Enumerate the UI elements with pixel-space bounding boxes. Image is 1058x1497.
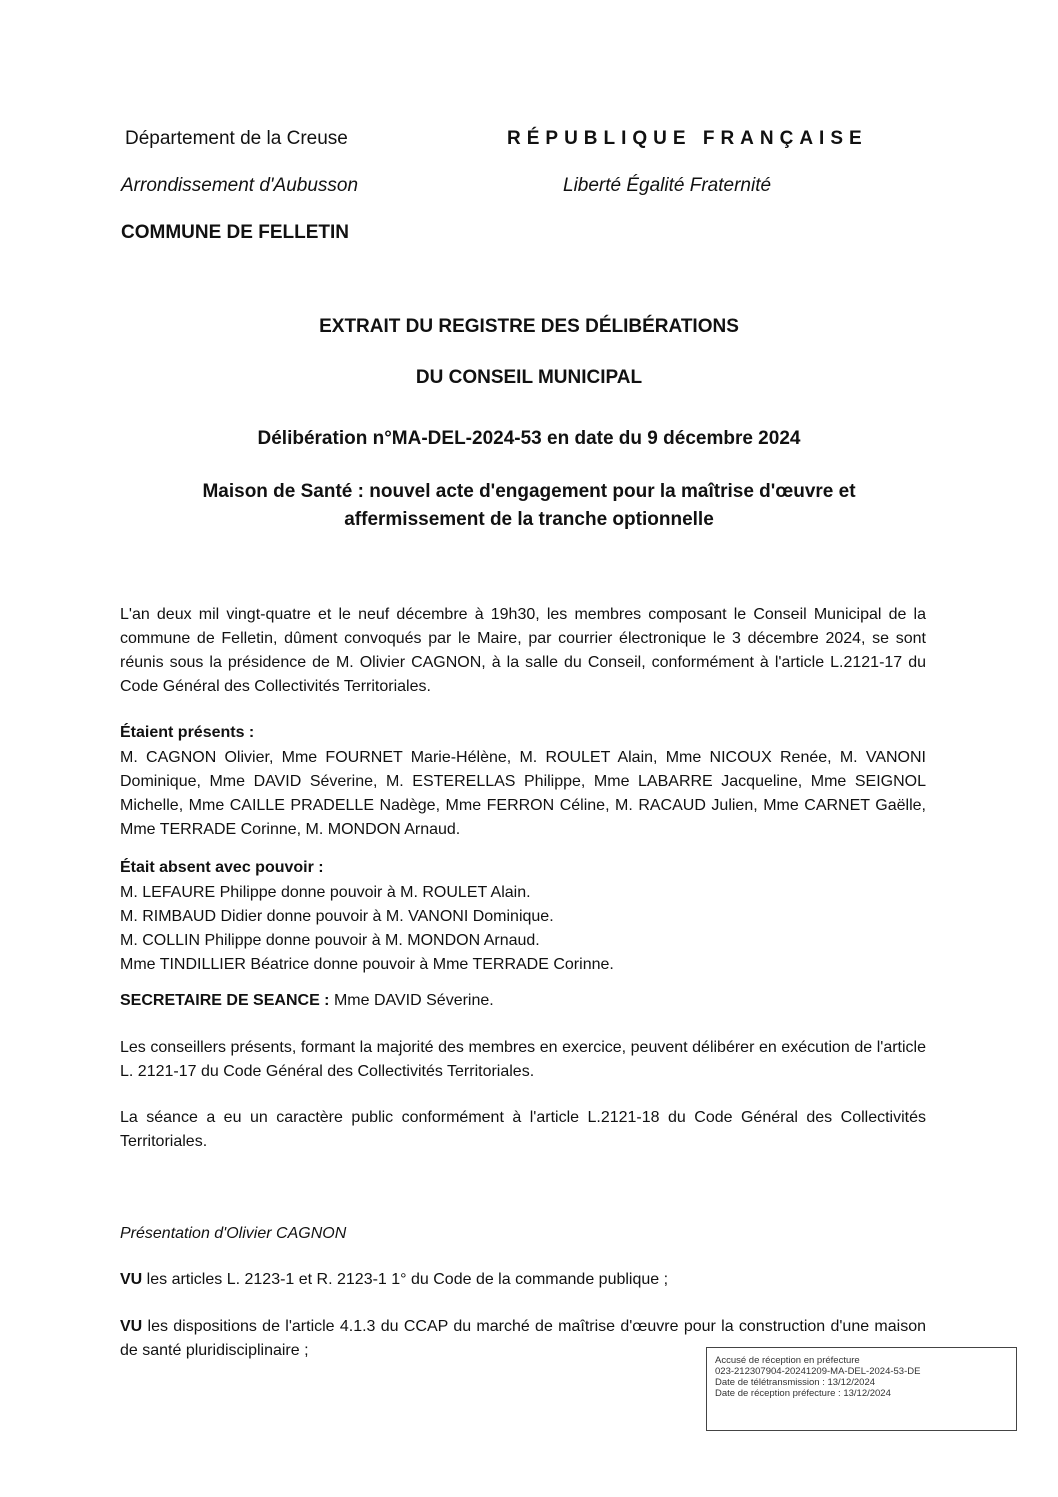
vu-label: VU [120, 1271, 143, 1288]
absent-list [120, 881, 926, 977]
subject-line-1: Maison de Santé : nouvel acte d'engagement pour la maîtrise d'œuvre et [202, 481, 856, 502]
stamp-line: Date de télétransmission : 13/12/2024 [715, 1377, 876, 1388]
vu-paragraph-1 [120, 1268, 926, 1292]
stamp-line: 023-212307904-20241209-MA-DEL-2024-53-DE [715, 1366, 921, 1377]
secretary-label: SECRETAIRE DE SEANCE : [120, 992, 330, 1009]
vu-text: les articles L. 2123-1 et R. 2123-1 1° du Code de la commande publique ; [142, 1271, 669, 1288]
present-list: M. CAGNON Olivier, Mme FOURNET Marie-Hélène, M. ROULET Alain, Mme NICOUX Renée, M. VANONI Dominique, Mme DAVID Séverine, M. ESTERELLAS Philippe, Mme LABARRE Jacqueline, Mme SEIGNOL Michelle, Mme CAILLE PRADELLE Nadège, Mme FERRON Céline, M. RACAUD Julien, Mme CARNET Gaëlle, Mme TERRADE Corinne, M. MONDON Arnaud. [120, 749, 926, 838]
absent-item: Mme TINDILLIER Béatrice donne pouvoir à Mme TERRADE Corinne. [120, 956, 614, 973]
absent-item: M. LEFAURE Philippe donne pouvoir à M. ROULET Alain. [120, 884, 531, 901]
absent-item: M. RIMBAUD Didier donne pouvoir à M. VANONI Dominique. [120, 908, 554, 925]
stamp-line: Accusé de réception en préfecture [715, 1355, 860, 1366]
prefecture-receipt-stamp [706, 1347, 1017, 1431]
deliberation-number: Délibération n°MA-DEL-2024-53 en date du 9 décembre 2024 [257, 428, 801, 449]
council-title: DU CONSEIL MUNICIPAL [415, 367, 643, 388]
present-heading: Étaient présents : [120, 724, 255, 741]
absent-heading: Était absent avec pouvoir : [120, 859, 324, 876]
secretary-line [120, 989, 926, 1013]
republic-label: RÉPUBLIQUE FRANÇAISE [507, 128, 868, 149]
department-label: Département de la Creuse [125, 128, 348, 149]
vu-label: VU [120, 1318, 143, 1335]
secretary-name: Mme DAVID Séverine. [329, 992, 494, 1009]
register-title: EXTRAIT DU REGISTRE DES DÉLIBÉRATIONS [319, 316, 739, 337]
presentation-label: Présentation d'Olivier CAGNON [120, 1225, 347, 1242]
absent-item: M. COLLIN Philippe donne pouvoir à M. MONDON Arnaud. [120, 932, 540, 949]
arrondissement-label: Arrondissement d'Aubusson [121, 175, 359, 196]
commune-label: COMMUNE DE FELLETIN [121, 222, 349, 243]
motto-label: Liberté Égalité Fraternité [563, 175, 772, 196]
quorum-paragraph: Les conseillers présents, formant la majorité des membres en exercice, peuvent délibérer en exécution de l'article L. 2121-17 du Code Général des Collectivités Territoriales. [120, 1039, 926, 1080]
vu-text: les dispositions de l'article 4.1.3 du CCAP du marché de maîtrise d'œuvre pour la construction d'une maison de santé pluridisciplinaire ; [120, 1318, 926, 1359]
public-paragraph: La séance a eu un caractère public conformément à l'article L.2121-18 du Code Général des Collectivités Territoriales. [120, 1109, 926, 1150]
stamp-line: Date de réception préfecture : 13/12/2024 [715, 1388, 891, 1399]
subject-line-2: affermissement de la tranche optionnelle [344, 509, 714, 530]
intro-paragraph: L'an deux mil vingt-quatre et le neuf décembre à 19h30, les membres composant le Conseil Municipal de la commune de Felletin, dûment convoqués par le Maire, par courrier électronique le 3 décembre 2024, se sont réunis sous la présidence de M. Olivier CAGNON, à la salle du Conseil, conformément à l'article L.2121-17 du Code Général des Collectivités Territoriales. [120, 606, 926, 695]
